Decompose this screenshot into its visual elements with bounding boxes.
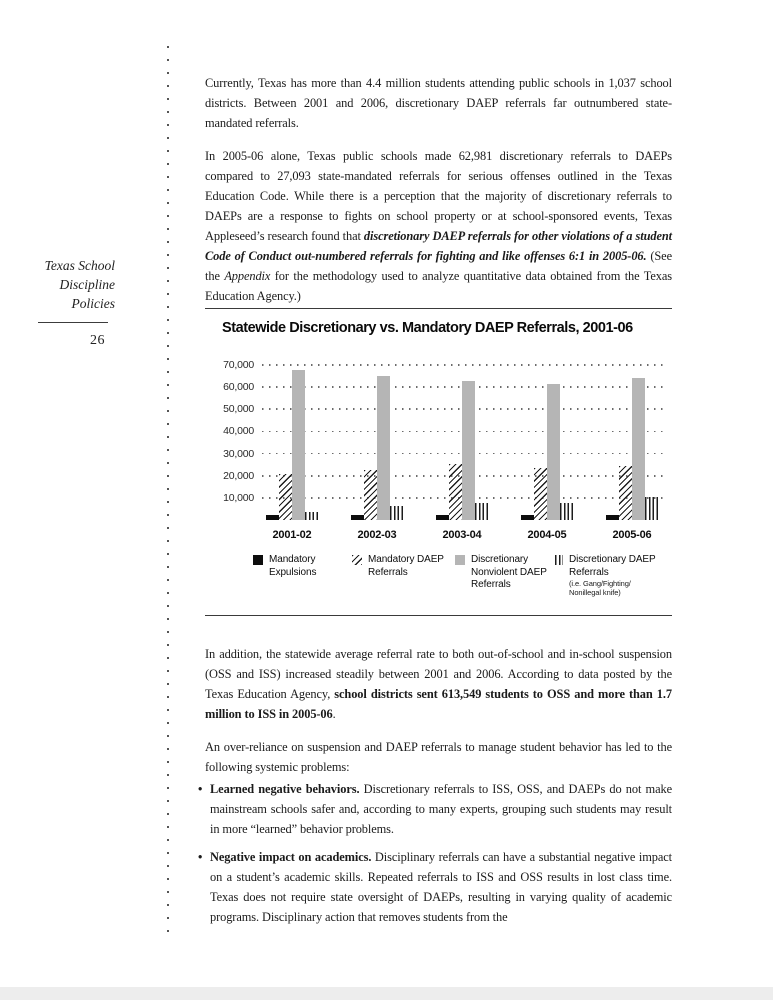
sidebar-title-line: Discipline <box>59 277 115 292</box>
text-run: Disciplinary referrals can have a substantial negative impact on a student’s academic skills. Repeated referrals to ISS and OSS results in lost class time. Texas does not require state oversight of DAEPs, resulting in varying quality of academic programs. Disciplinary action that removes students from the <box>210 850 672 924</box>
legend-line: Referrals <box>471 579 511 590</box>
legend-line: Referrals <box>368 566 408 578</box>
text-run: Learned negative behaviors. <box>210 782 360 796</box>
bar-vstripes <box>645 497 658 521</box>
bar-solid-gray <box>377 376 390 520</box>
bar-solid-black <box>436 515 449 520</box>
y-axis-label: 10,000 <box>223 491 254 504</box>
bullet-list <box>198 779 672 935</box>
bar-vstripes <box>390 506 403 520</box>
text-run: for the methodology used to analyze quantitative data obtained from the Texas Education Agency.) <box>205 269 672 303</box>
x-axis-label: 2005-06 <box>612 529 652 541</box>
chart-title: Statewide Discretionary vs. Mandatory DAEP Referrals, 2001-06 <box>222 320 633 336</box>
page-number: 26 <box>90 333 105 348</box>
bar-solid-gray <box>292 370 305 520</box>
bar-hatch <box>364 470 377 520</box>
paragraph-suspension <box>205 644 672 724</box>
bar-hatch <box>279 474 292 521</box>
y-axis-label: 20,000 <box>223 469 254 482</box>
text-run: . <box>332 707 336 721</box>
legend-line: Discretionary DAEP <box>569 554 656 565</box>
legend-item <box>455 554 547 592</box>
legend-swatch-solid-gray-icon <box>455 555 465 565</box>
paragraph-intro <box>205 73 672 133</box>
bar-solid-black <box>521 515 534 520</box>
y-axis-label: 70,000 <box>223 359 254 371</box>
sidebar-book-title <box>20 256 115 313</box>
text-run: (See the <box>205 249 672 283</box>
legend-swatch-vstripes-icon <box>555 555 563 565</box>
legend-line: Mandatory DAEP <box>368 554 444 565</box>
legend-subline: (i.e. Gang/Fighting/ <box>569 579 631 588</box>
bar-vstripes <box>305 512 318 520</box>
sidebar-title-line: Policies <box>71 296 115 311</box>
text-run: discretionary DAEP referrals for other violations of a student Code of Conduct out-numbered referrals for fighting and like offenses 6:1 in 2005-06. <box>205 229 672 263</box>
text-run: An over-reliance on suspension and DAEP referrals to manage student behavior has led to the following systemic problems: <box>205 740 672 774</box>
legend-item <box>555 554 656 597</box>
text-run: In addition, the statewide average referral rate to both out-of-school and in-school suspension (OSS and ISS) increased steadily between 2001 and 2006. According to data posted by the Texas Education Agency, <box>205 647 672 701</box>
x-axis-label: 2002-03 <box>357 529 397 541</box>
bar-solid-gray <box>462 381 475 521</box>
bar-vstripes <box>560 503 573 521</box>
legend-line: Mandatory <box>269 554 316 565</box>
x-axis-label: 2001-02 <box>272 529 312 541</box>
legend-line: Discretionary <box>471 554 529 565</box>
legend-line: Expulsions <box>269 566 317 578</box>
bar-solid-black <box>351 515 364 520</box>
sidebar <box>20 256 115 349</box>
text-run: Discretionary referrals to ISS, OSS, and DAEPs do not make mainstream schools safer and, according to many experts, grouping such students may result in more “learned” behavior problems. <box>210 782 672 836</box>
text-run: school districts sent 613,549 students to OSS and more than 1.7 million to ISS in 2005-06 <box>205 687 672 721</box>
bar-group <box>606 378 658 520</box>
bar-vstripes <box>475 503 488 520</box>
x-axis-label: 2004-05 <box>527 529 567 541</box>
bar-group <box>436 381 488 521</box>
chart-legend <box>205 554 672 610</box>
bullet-item-academics <box>198 847 672 927</box>
legend-item <box>352 554 444 579</box>
sidebar-divider <box>38 322 108 323</box>
text-run: Currently, Texas has more than 4.4 million students attending public schools in 1,037 school districts. Between 2001 and 2006, discretionary DAEP referrals far outnumbered state-mandated referrals. <box>205 76 672 130</box>
bar-group <box>521 384 573 520</box>
bar-solid-black <box>266 515 279 520</box>
legend-label <box>569 554 656 597</box>
text-run: Negative impact on academics. <box>210 850 372 864</box>
bar-solid-gray <box>632 378 645 520</box>
legend-label <box>471 554 547 592</box>
page-edge-shadow <box>0 987 773 1000</box>
bar-solid-gray <box>547 384 560 520</box>
sidebar-title-line: Texas School <box>44 258 115 273</box>
paragraph-problems-lead <box>205 737 672 777</box>
y-axis-label: 40,000 <box>223 425 254 438</box>
chart-x-axis <box>262 528 668 544</box>
legend-line: Nonviolent DAEP <box>471 566 547 578</box>
dotted-separator <box>167 46 169 940</box>
legend-label <box>368 554 444 579</box>
legend-label <box>269 554 316 579</box>
chart-section <box>205 308 672 616</box>
legend-swatch-solid-black-icon <box>253 555 263 565</box>
main-text-column <box>205 0 672 1000</box>
chart-plot <box>223 359 668 520</box>
bar-group <box>351 376 403 520</box>
bullet-item-learned-behaviors <box>198 779 672 839</box>
bar-hatch <box>534 468 547 520</box>
bar-solid-black <box>606 515 619 520</box>
bar-group <box>266 370 318 520</box>
paragraph-referrals <box>205 146 672 306</box>
gridline <box>262 364 668 366</box>
y-axis-label: 30,000 <box>223 447 254 460</box>
bar-hatch <box>449 464 462 520</box>
legend-swatch-hatch-icon <box>352 555 362 565</box>
bar-hatch <box>619 466 632 520</box>
text-run: Appendix <box>224 269 271 283</box>
y-axis-label: 50,000 <box>223 403 254 416</box>
legend-line: Referrals <box>569 566 609 578</box>
x-axis-label: 2003-04 <box>442 529 482 541</box>
legend-item <box>253 554 316 579</box>
y-axis-label: 60,000 <box>223 381 254 394</box>
text-run: In 2005-06 alone, Texas public schools made 62,981 discretionary referrals to DAEPs compared to 27,093 state-mandated referrals for serious offenses outlined in the Texas Education Code. While there is a perception that the majority of discretionary referrals to DAEPs are a response to fights on school property or at school-sponsored events, Texas Appleseed’s research found that <box>205 149 672 243</box>
legend-subline: Nonillegal knife) <box>569 588 621 597</box>
